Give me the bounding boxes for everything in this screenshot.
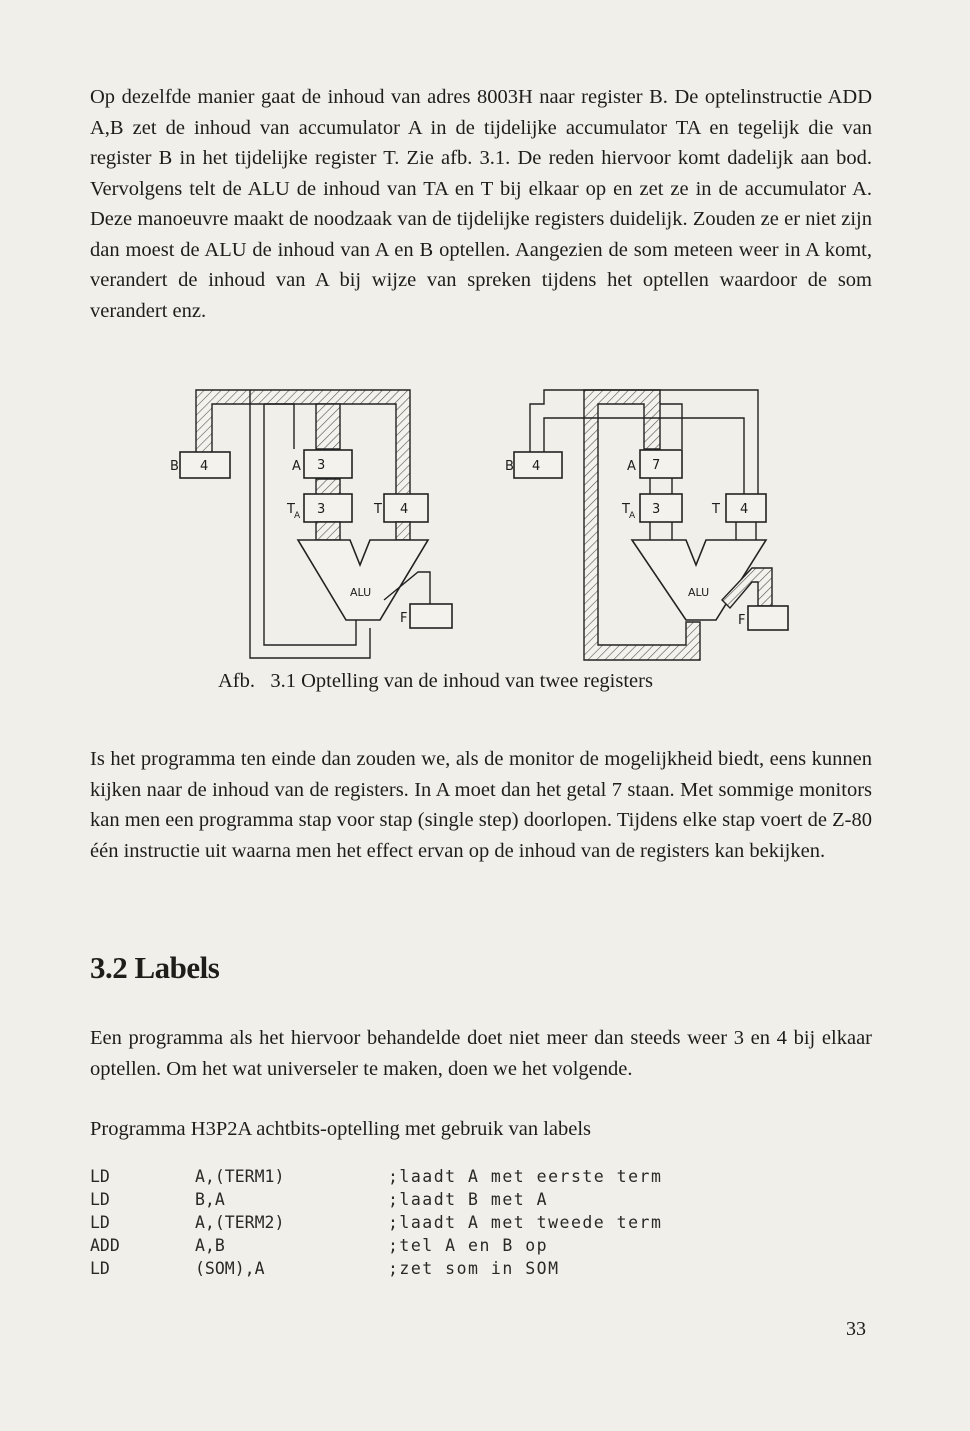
page-number: 33	[846, 1318, 866, 1340]
register-b-value-2: 4	[532, 459, 541, 474]
program-title: Programma H3P2A achtbits-optelling met gebruik van labels	[90, 1118, 592, 1140]
flag-box-2	[748, 606, 788, 630]
flag-label: F	[400, 611, 408, 626]
register-a-value-2: 7	[652, 458, 661, 473]
register-a-name: A	[292, 459, 301, 474]
code-comment: ;zet som in SOM	[388, 1259, 560, 1278]
alu-label: ALU	[350, 586, 372, 599]
register-a-box	[304, 450, 352, 478]
register-t-name-2: T	[712, 502, 720, 517]
code-line	[90, 1211, 663, 1234]
register-a-box-2	[640, 450, 682, 478]
diagram-after	[505, 390, 788, 660]
register-t-value-2: 4	[740, 502, 749, 517]
code-opcode: LD	[90, 1259, 110, 1278]
code-comment: ;tel A en B op	[388, 1236, 549, 1255]
register-ta-box-2	[640, 494, 682, 522]
alu-label-2: ALU	[688, 586, 710, 599]
register-ta-name-2: T	[622, 502, 630, 517]
register-b-name: B	[170, 459, 179, 474]
bus-b-to-t	[196, 390, 410, 497]
register-ta-box	[304, 494, 352, 522]
code-operand: A,B	[195, 1236, 225, 1255]
register-ta-name: T	[287, 502, 295, 517]
code-operand: A,(TERM2)	[195, 1213, 285, 1232]
register-ta-sub: A	[294, 511, 301, 521]
code-opcode: ADD	[90, 1236, 120, 1255]
bus-a-to-ta	[316, 404, 340, 449]
register-a-name-2: A	[627, 459, 636, 474]
code-operand: A,(TERM1)	[195, 1167, 285, 1186]
register-ta-value: 3	[317, 502, 326, 517]
register-b-value: 4	[200, 459, 209, 474]
paragraph-labels: Een programma als het hiervoor behandelde doet niet meer dan steeds weer 3 en 4 bij elkaar optellen. Om het wat universeler te maken, doen we het volgende.	[90, 1027, 872, 1080]
register-ta-sub-2: A	[629, 511, 636, 521]
register-t-value: 4	[400, 502, 409, 517]
code-opcode: LD	[90, 1213, 110, 1232]
code-line	[90, 1188, 549, 1211]
diagram-before	[170, 390, 452, 658]
code-listing	[90, 1165, 663, 1280]
code-operand: (SOM),A	[195, 1259, 265, 1278]
figure-caption: Afb. 3.1 Optelling van de inhoud van twee registers	[218, 670, 653, 692]
code-comment: ;laadt A met tweede term	[388, 1213, 663, 1232]
flag-box	[410, 604, 452, 628]
code-opcode: LD	[90, 1190, 110, 1209]
section-heading: 3.2 Labels	[90, 950, 220, 985]
code-line	[90, 1234, 549, 1257]
code-opcode: LD	[90, 1167, 110, 1186]
code-comment: ;laadt B met A	[388, 1190, 549, 1209]
figure-register-addition	[0, 0, 970, 700]
flag-label-2: F	[738, 613, 746, 628]
code-comment: ;laadt A met eerste term	[388, 1167, 663, 1186]
register-a-value: 3	[317, 458, 326, 473]
register-ta-value-2: 3	[652, 502, 661, 517]
paragraph-monitor: Is het programma ten einde dan zouden we, als de monitor de mogelijkheid biedt, eens kunnen kijken naar de inhoud van de registers. In A moet dan het getal 7 staan. Met sommige monitors kan men een programma stap voor stap (single step) doorlopen. Tijdens elke stap voert de Z-80 één instructie uit waarna men het effect ervan op de inhoud van de registers kan bekijken.	[90, 748, 872, 862]
code-line	[90, 1165, 663, 1188]
register-t-name: T	[374, 502, 382, 517]
code-operand: B,A	[195, 1190, 225, 1209]
paragraph-intro: Op dezelfde manier gaat de inhoud van adres 8003H naar register B. De optelinstructie ADD A,B zet de inhoud van accumulator A in de tijdelijke accumulator TA en tegelijk die van register B in het tijdelijke register T. Zie afb. 3.1. De reden hiervoor komt dadelijk aan bod. Vervolgens telt de ALU de inhoud van TA en T bij elkaar op en zet ze in de accumulator A. Deze manoeuvre maakt de noodzaak van de tijdelijke registers duidelijk. Zouden ze er niet zijn dan moest de ALU de inhoud van A en B optellen. Aangezien de som meteen weer in A komt, verandert de inhoud van A bij wijze van spreken tijdens het optellen waardoor de som verandert enz.	[90, 86, 872, 322]
code-line	[90, 1257, 560, 1280]
register-b-name-2: B	[505, 459, 514, 474]
